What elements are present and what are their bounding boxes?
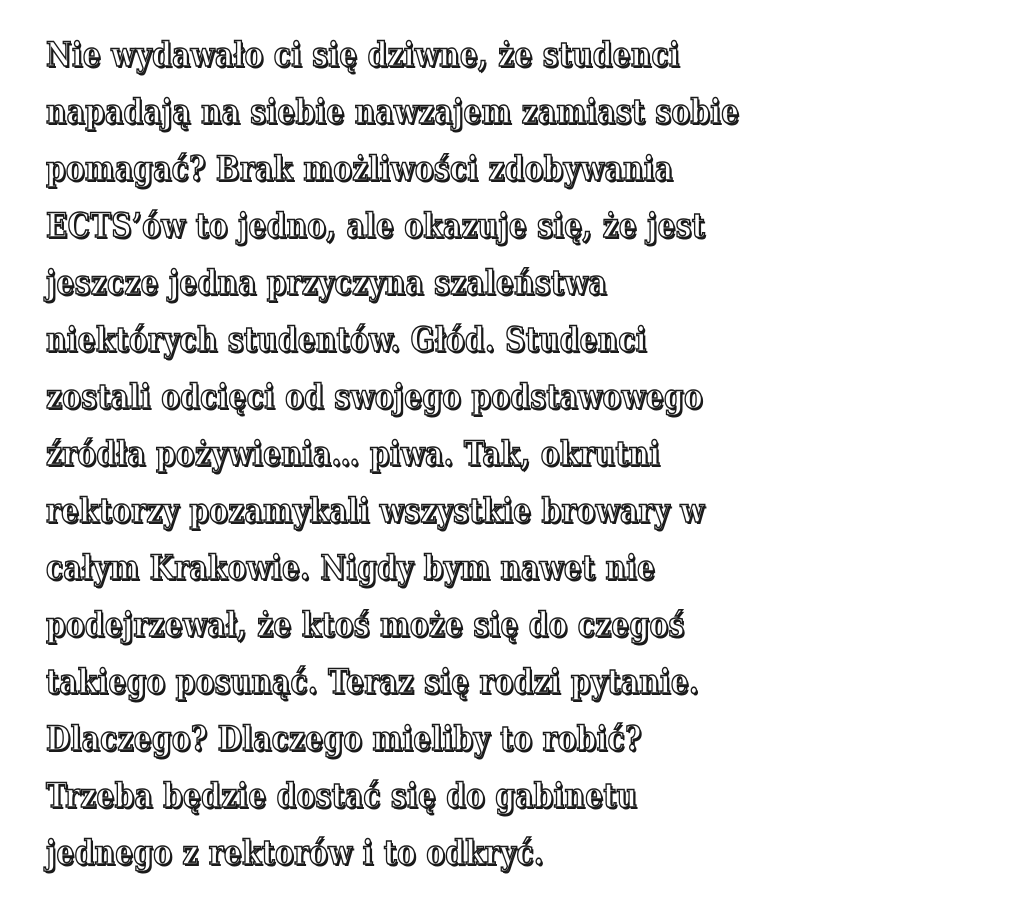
text-line: napadają na siebie nawzajem zamiast sobie <box>46 92 740 132</box>
text-line: źródła pożywienia… piwa. Tak, okrutni <box>46 434 661 474</box>
text-line: Dlaczego? Dlaczego mieliby to robić? <box>46 719 642 759</box>
text-line: podejrzewał, że ktoś może się do czegoś <box>46 605 685 645</box>
text-line: niektórych studentów. Głód. Studenci <box>46 320 647 360</box>
text-line: takiego posunąć. Teraz się rodzi pytanie. <box>46 662 700 702</box>
text-line: Nie wydawało ci się dziwne, że studenci <box>46 35 680 75</box>
text-line: Trzeba będzie dostać się do gabinetu <box>46 776 638 816</box>
story-text-block <box>46 27 986 882</box>
text-line: rektorzy pozamykali wszystkie browary w <box>46 491 705 531</box>
text-line: zostali odcięci od swojego podstawowego <box>46 377 703 417</box>
text-line: jeszcze jedna przyczyna szaleństwa <box>46 263 608 303</box>
text-line: ECTS’ów to jedno, ale okazuje się, że jest <box>46 206 706 246</box>
text-line: jednego z rektorów i to odkryć. <box>46 833 545 873</box>
text-line: pomagać? Brak możliwości zdobywania <box>46 149 674 189</box>
text-line: całym Krakowie. Nigdy bym nawet nie <box>46 548 656 588</box>
